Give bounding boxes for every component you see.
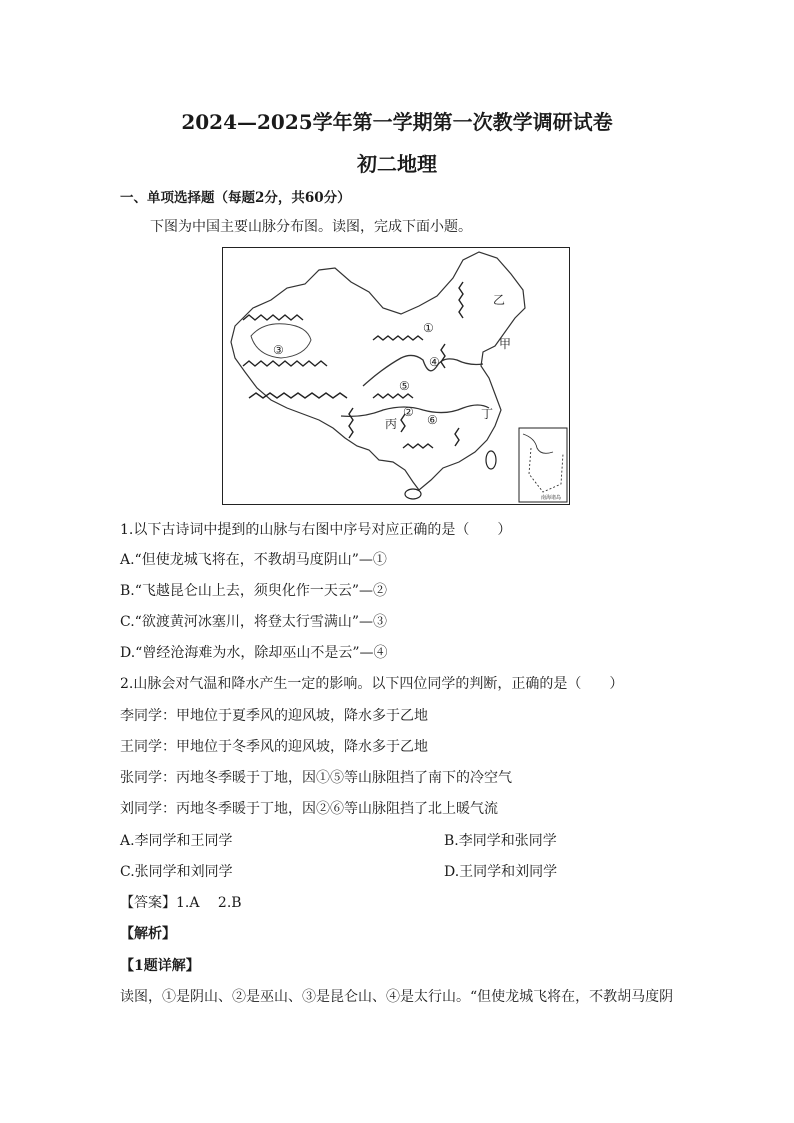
yinshan-range — [373, 336, 423, 340]
wuyi-range — [455, 428, 459, 446]
q2-stem: 2.山脉会对气温和降水产生一定的影响。以下四位同学的判断，正确的是（ ） — [120, 676, 624, 692]
q2-option-d[interactable]: D.王同学和刘同学 — [444, 864, 558, 880]
daxinganling-range — [459, 282, 463, 318]
map-label-3: ③ — [273, 343, 284, 357]
q1-detail-text: 读图，①是阴山、②是巫山、③是昆仑山、④是太行山。“但使龙城飞将在，不教胡马度阴 — [120, 989, 674, 1005]
analysis-heading: 【解析】 — [120, 926, 176, 942]
qinling-range — [373, 394, 413, 398]
china-outline — [231, 252, 525, 490]
nanling-range — [403, 444, 433, 448]
kunlun-range — [243, 361, 327, 366]
map-label-1: ① — [423, 321, 434, 335]
q2-statement-wang: 王同学：甲地位于冬季风的迎风坡，降水多于乙地 — [120, 739, 428, 755]
china-mountain-map — [222, 247, 570, 505]
question-intro: 下图为中国主要山脉分布图。读图，完成下面小题。 — [150, 219, 472, 235]
south-china-sea-inset — [519, 428, 567, 502]
map-label-6: ⑥ — [427, 413, 438, 427]
inset-caption: 南海诸岛 — [541, 495, 562, 501]
hainan-island — [405, 489, 421, 499]
map-label-2: ② — [403, 405, 414, 419]
map-label-4: ④ — [429, 355, 440, 369]
hengduan-range — [349, 408, 353, 438]
answer-line: 【答案】1.A 2.B — [120, 895, 242, 911]
yangtze-river — [341, 405, 489, 416]
yellow-river — [363, 355, 483, 386]
taiwan-island — [486, 451, 496, 469]
q2-statement-li: 李同学：甲地位于夏季风的迎风坡，降水多于乙地 — [120, 708, 428, 724]
q1-option-c[interactable]: C.“欲渡黄河冰塞川，将登太行雪满山”—③ — [120, 614, 387, 630]
tianshan-range — [243, 315, 303, 320]
q2-option-b[interactable]: B.李同学和张同学 — [444, 833, 557, 849]
q2-statement-zhang: 张同学：丙地冬季暖于丁地，因①⑤等山脉阻挡了南下的冷空气 — [120, 770, 512, 786]
q1-stem: 1.以下古诗词中提到的山脉与右图中序号对应正确的是（ ） — [120, 522, 512, 538]
q2-option-c[interactable]: C.张同学和刘同学 — [120, 864, 233, 880]
map-label-yi: 乙 — [493, 293, 506, 307]
map-label-jia: 甲 — [499, 337, 512, 351]
map-label-ding: 丁 — [481, 407, 494, 421]
exam-title: 2024—2025学年第一学期第一次教学调研试卷 — [181, 110, 613, 134]
q1-option-a[interactable]: A.“但使龙城飞将在，不教胡马度阴山”—① — [120, 552, 387, 568]
q1-option-d[interactable]: D.“曾经沧海难为水，除却巫山不是云”—④ — [120, 645, 388, 661]
exam-subtitle: 初二地理 — [357, 152, 437, 176]
q1-option-b[interactable]: B.“飞越昆仑山上去，须臾化作一天云”—② — [120, 583, 388, 599]
map-label-bing: 丙 — [385, 417, 398, 431]
q2-option-a[interactable]: A.李同学和王同学 — [120, 833, 233, 849]
section-heading: 一、单项选择题（每题2分，共60分） — [120, 190, 351, 206]
map-label-5: ⑤ — [399, 379, 410, 393]
taihang-range — [441, 344, 445, 368]
q2-statement-liu: 刘同学：丙地冬季暖于丁地，因②⑥等山脉阻挡了北上暖气流 — [120, 801, 498, 817]
map-drawing — [223, 248, 568, 503]
q1-detail-heading: 【1题详解】 — [120, 958, 200, 974]
